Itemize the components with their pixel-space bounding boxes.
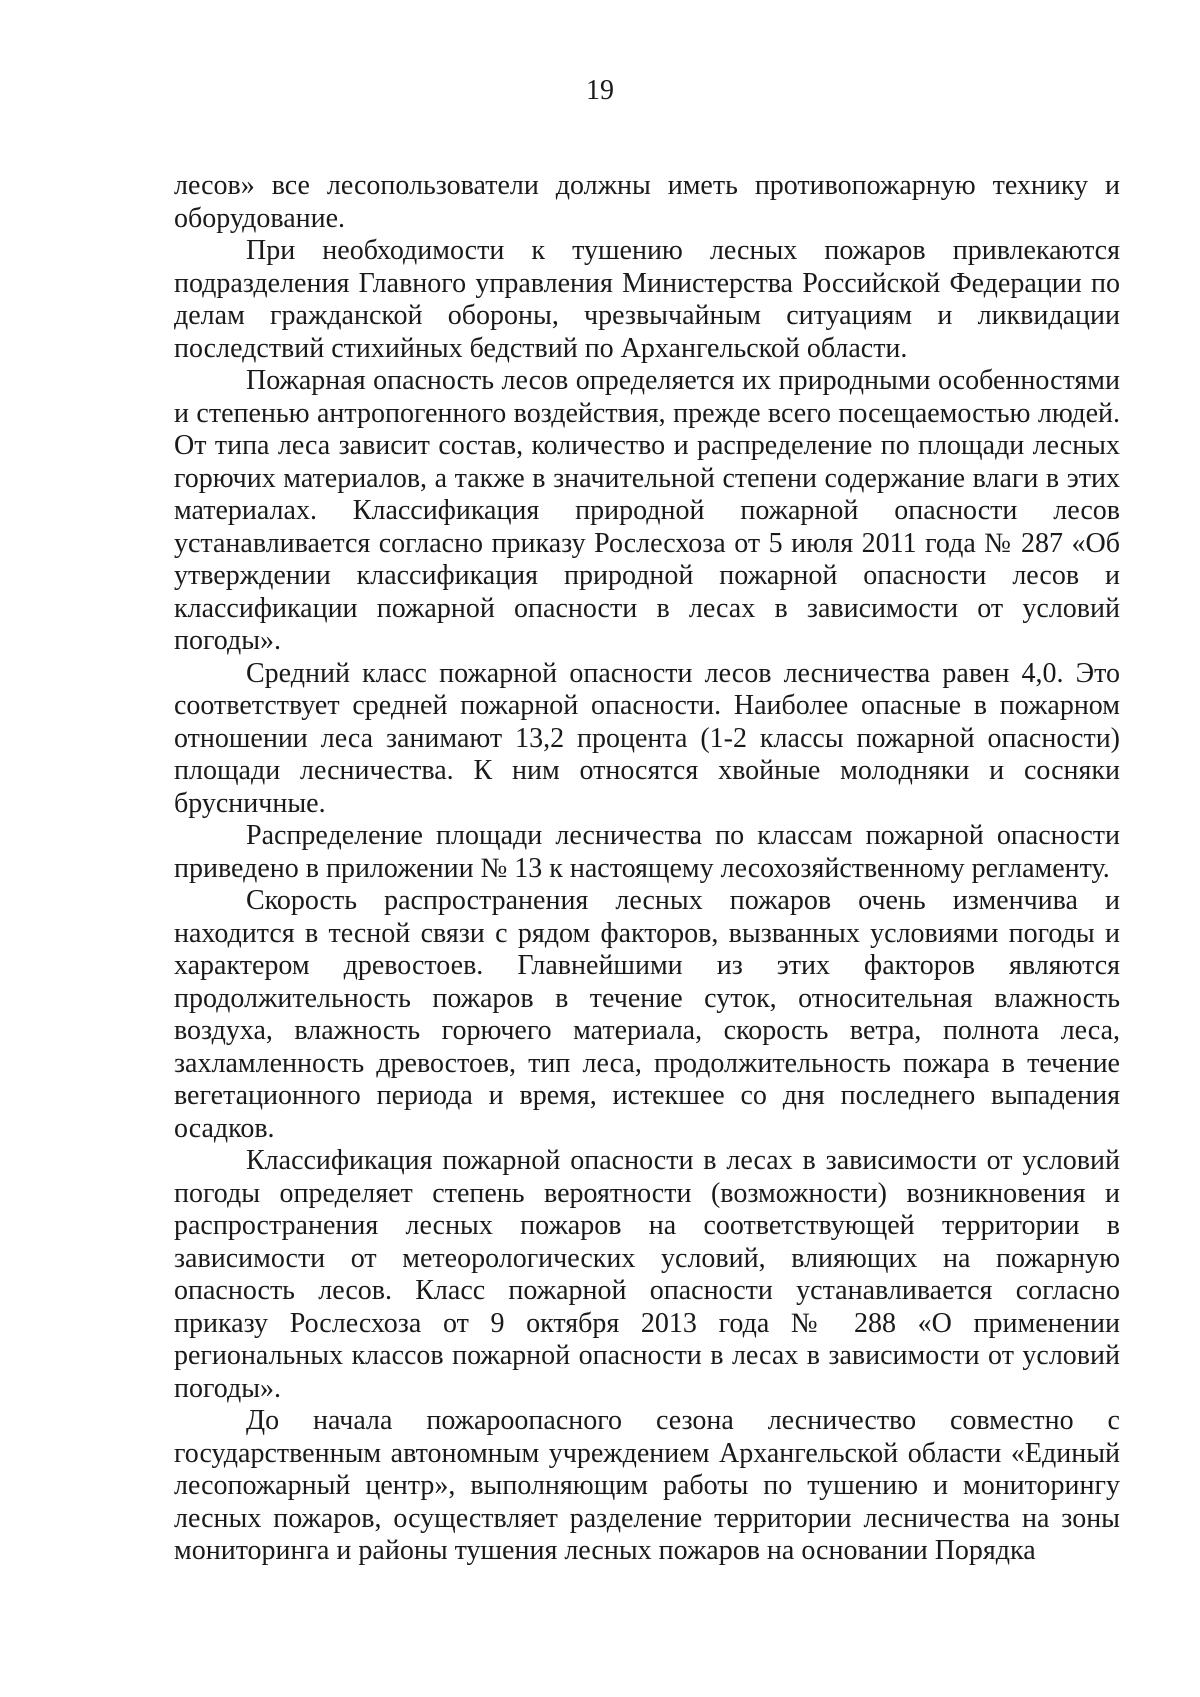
paragraph-fire-spread-speed: Скорость распространения лесных пожаров очень изменчива и находится в тесной связи с рядом факторов, вызванных условиями погоды и характером древостоев. Главнейшими из этих факторов являются продолжительность пожаров в течение суток, относительная влажность воздуха, влажность горючего материала, скорость ветра, полнота леса, захламленность древостоев, тип леса, продолжительность пожара в течение вегетационного периода и время, истекшее со дня последнего выпадения осадков.: [174, 885, 1120, 1144]
paragraph-emergency-ministry: При необходимости к тушению лесных пожаров привлекаются подразделения Главного управления Министерства Российской Федерации по делам гражданской обороны, чрезвычайным ситуациям и ликвидации последствий стихийных бедствий по Архангельской области.: [174, 235, 1120, 364]
paragraph-weather-classification: Классификация пожарной опасности в лесах в зависимости от условий погоды определяет степень вероятности (возможности) возникновения и распространения лесных пожаров на соответствующей территории в зависимости от метеорологических условий, влияющих на пожарную опасность лесов. Класс пожарной опасности устанавливается согласно приказу Рослесхоза от 9 октября 2013 года № 288 «О применении региональных классов пожарной опасности в лесах в зависимости от условий погоды».: [174, 1145, 1120, 1404]
paragraph-fire-danger-classification: Пожарная опасность лесов определяется их природными особенностями и степенью антропогенного воздействия, прежде всего посещаемостью людей. От типа леса зависит состав, количество и распределение по площади лесных горючих материалов, а также в значительной степени содержание влаги в этих материалах. Классификация природной пожарной опасности лесов устанавливается согласно приказу Рослесхоза от 5 июля 2011 года № 287 «Об утверждении классификация природной пожарной опасности лесов и классификации пожарной опасности в лесах в зависимости от условий погоды».: [174, 365, 1120, 656]
document-body: [174, 170, 1120, 1568]
paragraph-continuation: лесов» все лесопользователи должны иметь противопожарную технику и оборудование.: [174, 170, 1120, 234]
paragraph-distribution-appendix: Распределение площади лесничества по классам пожарной опасности приведено в приложении № 13 к настоящему лесохозяйственному регламенту.: [174, 820, 1120, 884]
paragraph-fire-season-zoning: До начала пожароопасного сезона лесничество совместно с государственным автономным учреждением Архангельской области «Единый лесопожарный центр», выполняющим работы по тушению и мониторингу лесных пожаров, осуществляет разделение территории лесничества на зоны мониторинга и районы тушения лесных пожаров на основании Порядка: [174, 1405, 1120, 1566]
paragraph-average-fire-class: Средний класс пожарной опасности лесов лесничества равен 4,0. Это соответствует средней пожарной опасности. Наиболее опасные в пожарном отношении леса занимают 13,2 процента (1-2 классы пожарной опасности) площади лесничества. К ним относятся хвойные молодняки и сосняки брусничные.: [174, 657, 1120, 819]
page-number: 19: [586, 75, 614, 106]
